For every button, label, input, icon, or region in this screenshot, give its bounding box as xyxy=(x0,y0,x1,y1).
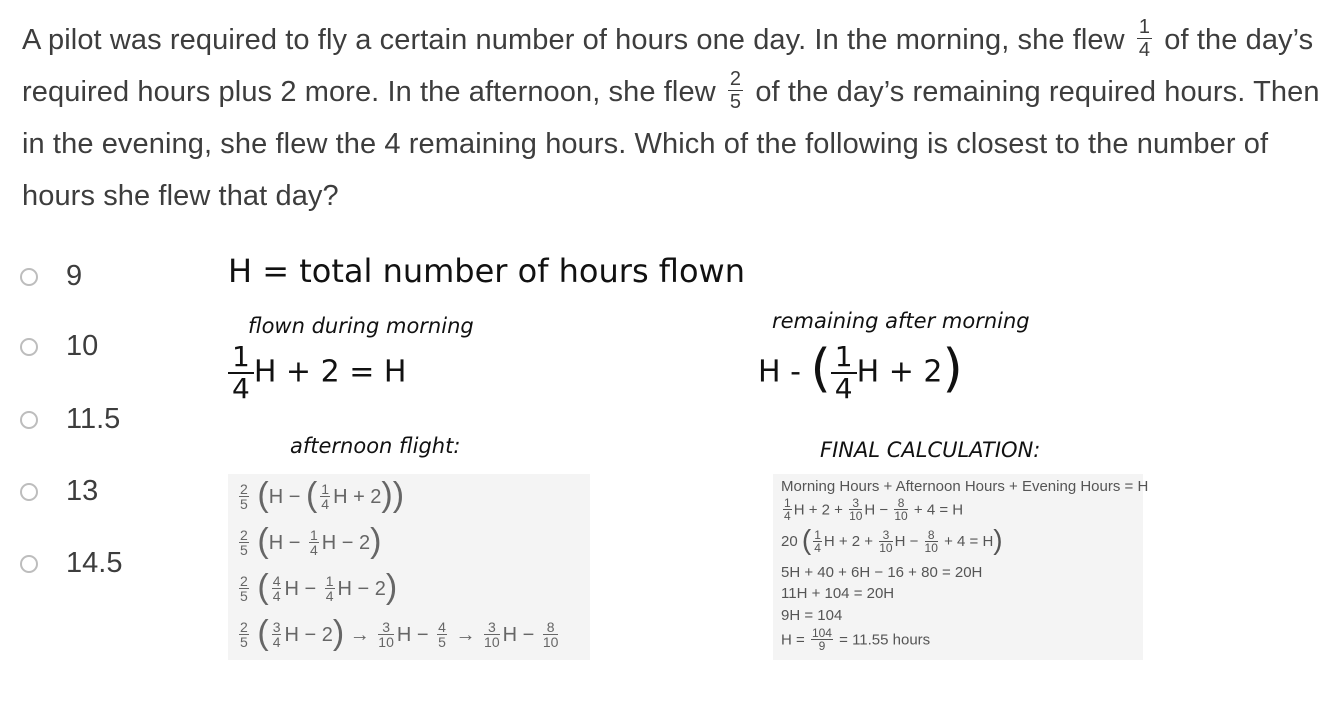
final-calculation-box: Morning Hours + Afternoon Hours + Evening Hours = H $\frac{1}{4}$ H + 2 + $\frac{3}{10}$ H − $\frac{8}{10}$ + 4 = H 20 ( $\frac{1}{4}$ H + 2 + $\frac{3}{10}$ H − $\frac{8}{10}$ + 4 = H) 5H + 40 + 6H − 16 + 80 = 20H 11H + 104 = 20H 9H = 104 H = $\frac{104}{9}$ = 11.55 hours xyxy=(773,474,1143,660)
option-14-5[interactable] xyxy=(20,547,122,580)
morning-equation: $\frac{1}{4}$ H + 2 = H xyxy=(228,343,406,403)
radio-button[interactable] xyxy=(20,268,38,286)
option-10[interactable] xyxy=(20,330,98,363)
option-label: 10 xyxy=(66,330,99,362)
option-label: 11.5 xyxy=(66,403,121,435)
afternoon-label: afternoon flight: xyxy=(290,434,461,458)
radio-button[interactable] xyxy=(20,338,38,356)
remaining-expression: H - ( $\frac{1}{4}$ H + 2) xyxy=(758,339,963,405)
radio-button[interactable] xyxy=(20,411,38,429)
option-label: 14.5 xyxy=(66,547,123,579)
final-line-5: 11H + 104 = 20H xyxy=(781,585,895,602)
final-line-4: 5H + 40 + 6H − 16 + 80 = 20H xyxy=(781,564,983,581)
option-label: 9 xyxy=(66,260,83,292)
solution-header: H = total number of hours flown xyxy=(228,252,745,290)
final-line-6: 9H = 104 xyxy=(781,607,843,624)
radio-button[interactable] xyxy=(20,483,38,501)
option-13[interactable] xyxy=(20,475,98,508)
option-11-5[interactable] xyxy=(20,403,120,436)
question-part-1: A pilot was required to fly a certain number of hours one day. In the morning, she flew xyxy=(22,24,1125,56)
remaining-label: remaining after morning xyxy=(772,309,1030,333)
radio-button[interactable] xyxy=(20,555,38,573)
option-label: 13 xyxy=(66,475,99,507)
morning-label: flown during morning xyxy=(248,314,474,338)
question-text xyxy=(22,14,1322,222)
question-part-3: of the day’s remaining required hours. Then in the evening, she flew the 4 remaining hours. Which of the following is closest to the number of hours she flew that day? xyxy=(22,76,1320,212)
question-part-2: of the day’s required hours plus 2 more. In the afternoon, she flew xyxy=(22,24,1314,108)
final-line-7: H = $\frac{104}{9}$ = 11.55 hours xyxy=(781,626,931,653)
afternoon-work-box: $\frac{2}{5}$ (H − ( $\frac{1}{4}$ H + 2)) $\frac{2}{5}$ (H − $\frac{1}{4}$ H − 2) $\frac{2}{5}$ ( $\frac{4}{4}$ H − $\frac{1}{4}$ H − 2) $\frac{2}{5}$ ( $\frac{3}{4}$ H − 2) → $\frac{3}{10}$ H − $\frac{4}{5}$ → $\frac{3}{10}$ H − $\frac{8}{10}$ xyxy=(228,474,590,660)
option-9[interactable] xyxy=(20,260,82,293)
final-calculation-label: FINAL CALCULATION: xyxy=(820,438,1041,462)
fraction-one-quarter: $\frac{1}{4}$ xyxy=(1138,15,1151,61)
fraction-two-fifths: $\frac{2}{5}$ xyxy=(729,67,742,113)
final-line-1: Morning Hours + Afternoon Hours + Evening Hours = H xyxy=(781,478,1149,495)
